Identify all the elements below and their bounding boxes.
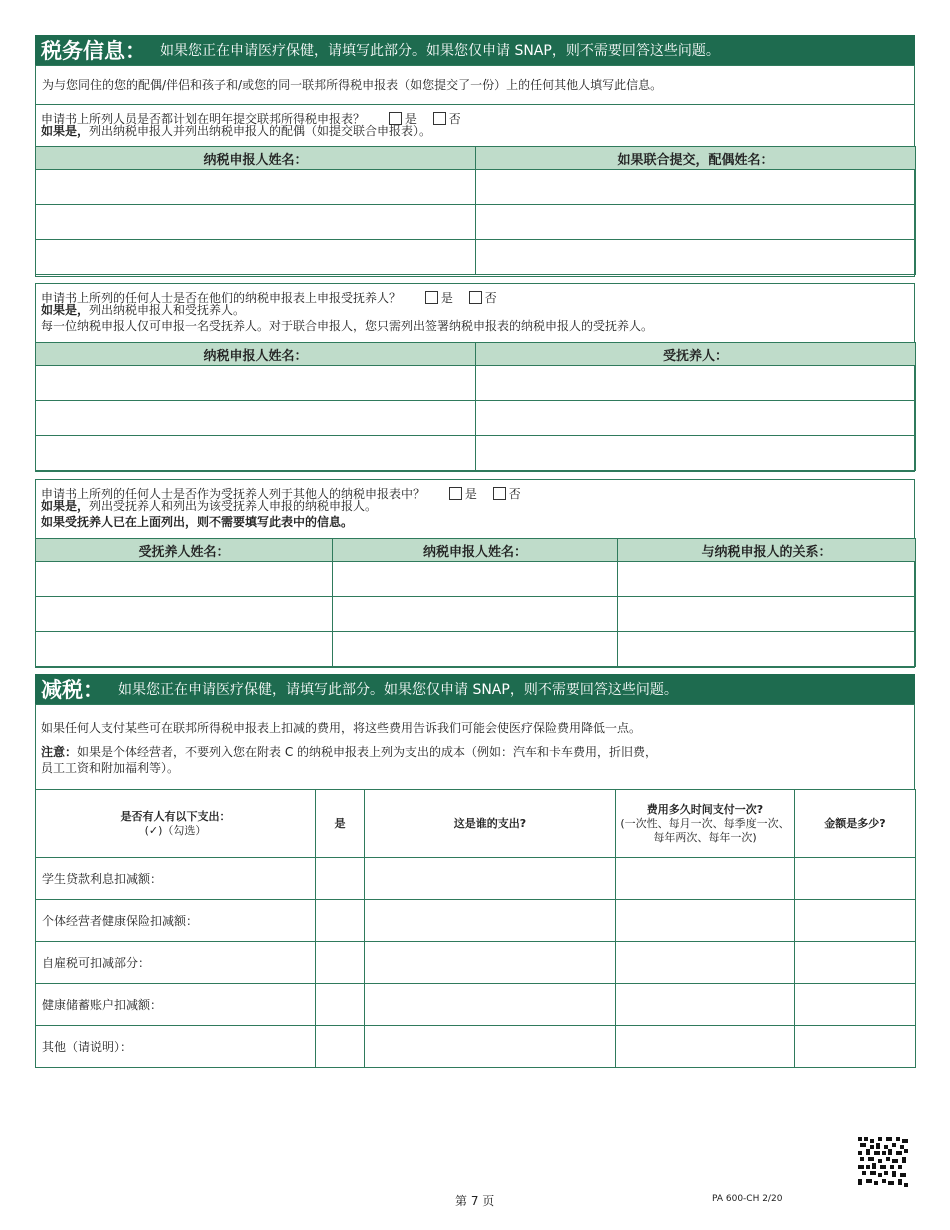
ded-whose-field[interactable]: [365, 1026, 616, 1068]
spouse-name-field[interactable]: [476, 205, 916, 240]
ded-row-label: 学生贷款利息扣减额：: [36, 858, 316, 900]
relationship-field[interactable]: [618, 562, 916, 597]
q1-question: 申请书上所列人员是否都计划在明年提交联邦所得税申报表？: [41, 112, 366, 126]
deduction-note-line2: 员工工资和附加福利等）。: [41, 761, 180, 775]
filer-name-field[interactable]: [36, 240, 476, 275]
q2-header-filer: 纳税申报人姓名：: [36, 343, 476, 366]
ded-header-amount: 金额是多少?: [795, 790, 916, 858]
ded-header-expense-label: 是否有人有以下支出：: [120, 809, 231, 823]
ded-row-label: 健康储蓄账户扣减额：: [36, 984, 316, 1026]
qr-code-icon: [858, 1137, 908, 1187]
table-row: [36, 366, 916, 401]
q1-if-yes-bold: 如果是，: [41, 124, 90, 138]
filer-name-field[interactable]: [333, 562, 618, 597]
ded-header-frequency-label: 费用多久时间支付一次?: [646, 802, 764, 816]
ded-header-frequency: [616, 790, 795, 858]
q3-header-dependent: 受抚养人姓名：: [36, 539, 333, 562]
deduction-note-line1: 如果是个体经营者，不要列入您在附表 C 的纳税申报表上列为支出的成本（例如：汽车和卡车费用，折旧费，: [77, 745, 658, 759]
ded-frequency-field[interactable]: [616, 1026, 795, 1068]
q3-table: [35, 538, 916, 667]
q2-note-text: 每一位纳税申报人仅可申报一名受抚养人。对于联合申报人，您只需列出签署纳税申报表的纳税申报人的受抚养人。: [41, 319, 654, 333]
q3-no-label: 否: [508, 487, 521, 501]
filer-name-field[interactable]: [36, 205, 476, 240]
tax-section-title: 税务信息：: [41, 39, 146, 63]
ded-header-whose: 这是谁的支出?: [365, 790, 616, 858]
dependent-field[interactable]: [476, 366, 916, 401]
tax-intro-text: 为与您同住的您的配偶/伴侣和孩子和/或您的同一联邦所得税申报表（如您提交了一份）上的任何其他人填写此信息。: [42, 78, 663, 92]
ded-whose-field[interactable]: [365, 942, 616, 984]
table-row: [36, 436, 916, 471]
filer-name-field[interactable]: [333, 597, 618, 632]
table-row: [36, 205, 916, 240]
ded-amount-field[interactable]: [795, 900, 916, 942]
tax-section-banner: [35, 35, 915, 65]
ded-yes-cell[interactable]: [316, 1026, 365, 1068]
q3-note-text: 如果受抚养人已在上面列出，则不需要填写此表中的信息。: [41, 515, 354, 529]
filer-name-field[interactable]: [36, 401, 476, 436]
q3-yes-label: 是: [464, 487, 477, 501]
q1-header-spouse: 如果联合提交，配偶姓名：: [476, 147, 916, 170]
table-row: [36, 240, 916, 275]
ded-amount-field[interactable]: [795, 984, 916, 1026]
ded-frequency-field[interactable]: [616, 858, 795, 900]
dependent-name-field[interactable]: [36, 632, 333, 667]
q2-header-dependent: 受抚养人：: [476, 343, 916, 366]
ded-yes-cell[interactable]: [316, 900, 365, 942]
q3-header-relationship: 与纳税申报人的关系：: [618, 539, 916, 562]
q2-note: [35, 318, 915, 338]
table-row: [36, 900, 916, 942]
filer-name-field[interactable]: [36, 436, 476, 471]
q2-question: 申请书上所列的任何人士是否在他们的纳税申报表上申报受抚养人？: [41, 291, 402, 305]
ded-row-label: 个体经营者健康保险扣减额：: [36, 900, 316, 942]
q3-question: 申请书上所列的任何人士是否作为受抚养人列于其他人的纳税申报表中？: [41, 487, 426, 501]
q2-if-yes-bold: 如果是，: [41, 303, 90, 317]
q1-yes-label: 是: [404, 112, 417, 126]
deduction-note-bold: 注意：: [41, 745, 78, 759]
ded-amount-field[interactable]: [795, 858, 916, 900]
dependent-name-field[interactable]: [36, 562, 333, 597]
ded-yes-cell[interactable]: [316, 942, 365, 984]
q1-if-yes: [35, 123, 915, 143]
ded-row-label: 自雇税可扣减部分：: [36, 942, 316, 984]
deduction-section-subtitle: 如果您正在申请医疗保健，请填写此部分。如果您仅申请 SNAP，则不需要回答这些问题。: [118, 682, 678, 698]
q2-if-yes-text: 列出纳税申报人和受抚养人。: [89, 303, 246, 317]
ded-header-frequency-hint: (一次性、每月一次、每季度一次、每年两次、每年一次): [620, 816, 790, 844]
dependent-field[interactable]: [476, 436, 916, 471]
ded-frequency-field[interactable]: [616, 942, 795, 984]
ded-yes-cell[interactable]: [316, 858, 365, 900]
ded-row-label: 其他（请说明）：: [36, 1026, 316, 1068]
q3-if-yes-text: 列出受抚养人和列出为该受抚养人申报的纳税申报人。: [89, 499, 378, 513]
q1-table: [35, 146, 916, 275]
table-row: [36, 597, 916, 632]
form-id: PA 600-CH 2/20: [712, 1194, 783, 1204]
filer-name-field[interactable]: [36, 170, 476, 205]
deduction-intro-text: 如果任何人支付某些可在联邦所得税申报表上扣减的费用，将这些费用告诉我们可能会使医疗保险费用降低一点。: [41, 721, 642, 735]
ded-frequency-field[interactable]: [616, 900, 795, 942]
q3-if-yes-bold: 如果是，: [41, 499, 90, 513]
q2-yes-label: 是: [440, 291, 453, 305]
table-row: [36, 942, 916, 984]
q3-note: [35, 514, 915, 534]
q1-if-yes-text: 列出纳税申报人并列出纳税申报人的配偶（如提交联合申报表）。: [89, 124, 432, 138]
deduction-section-banner: [35, 674, 915, 704]
dependent-field[interactable]: [476, 401, 916, 436]
relationship-field[interactable]: [618, 597, 916, 632]
table-row: [36, 562, 916, 597]
q1-header-filer: 纳税申报人姓名：: [36, 147, 476, 170]
ded-yes-cell[interactable]: [316, 984, 365, 1026]
ded-header-check-hint: (✓)（勾选）: [144, 823, 207, 837]
ded-whose-field[interactable]: [365, 858, 616, 900]
ded-whose-field[interactable]: [365, 984, 616, 1026]
tax-section-subtitle: 如果您正在申请医疗保健，请填写此部分。如果您仅申请 SNAP，则不需要回答这些问题。: [160, 43, 720, 59]
tax-section-intro: [35, 65, 915, 105]
filer-name-field[interactable]: [36, 366, 476, 401]
q2-table: [35, 342, 916, 471]
q3-header-filer: 纳税申报人姓名：: [333, 539, 618, 562]
q1-no-label: 否: [448, 112, 461, 126]
ded-header-yes: 是: [316, 790, 365, 858]
table-row: [36, 170, 916, 205]
page-number: 第 7 页: [455, 1194, 495, 1208]
q2-no-label: 否: [484, 291, 497, 305]
table-row: [36, 632, 916, 667]
spouse-name-field[interactable]: [476, 240, 916, 275]
deduction-section-title: 减税：: [41, 678, 104, 702]
dependent-name-field[interactable]: [36, 597, 333, 632]
table-row: [36, 984, 916, 1026]
ded-frequency-field[interactable]: [616, 984, 795, 1026]
table-row: [36, 858, 916, 900]
spouse-name-field[interactable]: [476, 170, 916, 205]
ded-header-expense: [36, 790, 316, 858]
table-row: [36, 1026, 916, 1068]
relationship-field[interactable]: [618, 632, 916, 667]
deduction-table: [35, 789, 916, 1068]
filer-name-field[interactable]: [333, 632, 618, 667]
table-row: [36, 401, 916, 436]
deduction-intro: [35, 716, 915, 740]
ded-amount-field[interactable]: [795, 942, 916, 984]
ded-whose-field[interactable]: [365, 900, 616, 942]
deduction-note: [35, 740, 915, 780]
ded-amount-field[interactable]: [795, 1026, 916, 1068]
